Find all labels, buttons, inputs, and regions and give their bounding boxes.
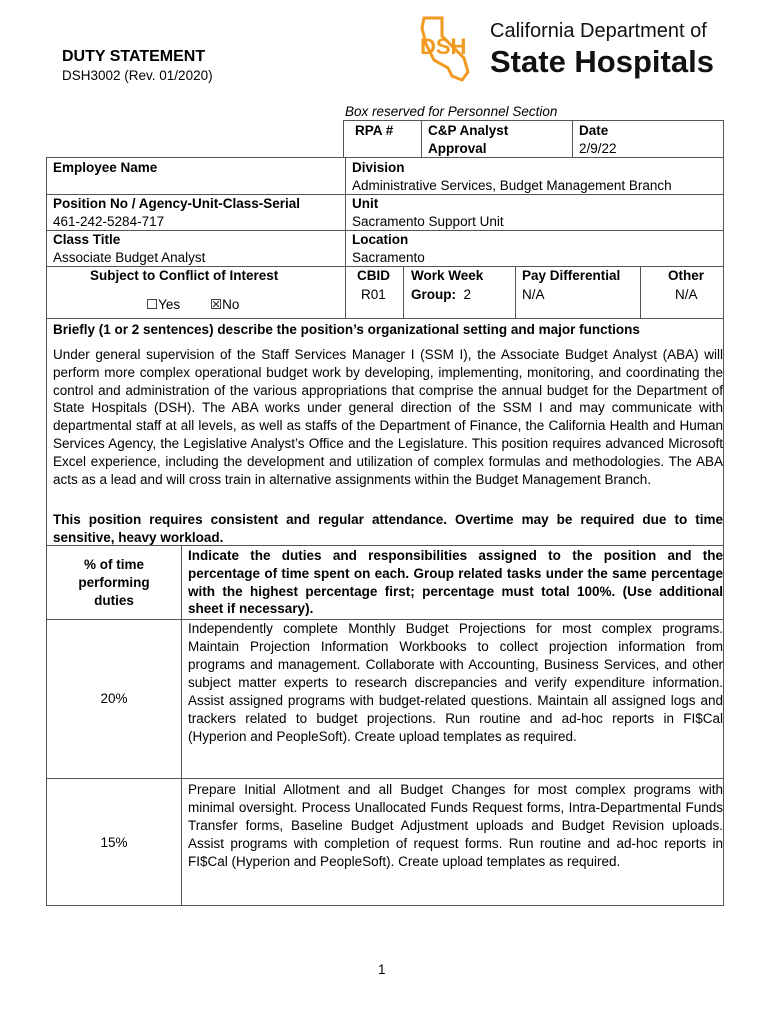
rpa-label: RPA # <box>355 123 394 138</box>
duty-text: Prepare Initial Allotment and all Budget Changes for most complex programs with minimal oversight. Process Unallocated Funds Request forms, Intra-Departmental Funds Transfer forms, Baseline Budget Adjustment uploads and Budget Revision uploads. Assist programs with completion of request forms. Run routine and ad-hoc reports in FI$Cal (Hyperion and PeopleSoft). Create upload templates as required. <box>188 782 723 869</box>
pct-header <box>47 556 181 610</box>
duty-percent: 20% <box>100 691 128 706</box>
unit-value: Sacramento Support Unit <box>352 214 504 229</box>
cp-analyst-label-2: Approval <box>428 141 487 156</box>
cbid-value: R01 <box>361 287 386 302</box>
position-number-label: Position No / Agency-Unit-Class-Serial <box>53 196 301 211</box>
dsh-logo <box>418 14 738 86</box>
position-number-value: 461-242-5284-717 <box>53 214 165 229</box>
duties-instructions: Indicate the duties and responsibilities assigned to the position and the percentage of time spent on each. Group related tasks under the same percentage with the highest percentage first; percentage must total 100%. (Use additional sheet if necessary). <box>188 548 723 617</box>
conflict-of-interest-label: Subject to Conflict of Interest <box>90 268 279 283</box>
division-value: Administrative Services, Budget Management Branch <box>352 178 672 193</box>
document-title: DUTY STATEMENT <box>62 48 206 65</box>
conflict-no-checkbox[interactable]: ☒No <box>210 297 240 312</box>
other-value: N/A <box>675 287 698 302</box>
location-value: Sacramento <box>352 250 425 265</box>
date-label: Date <box>579 123 609 138</box>
logo-abbrev: DSH <box>420 34 467 59</box>
other-label: Other <box>668 268 705 283</box>
division-label: Division <box>352 160 405 175</box>
california-state-outline-icon <box>418 14 486 84</box>
class-title-label: Class Title <box>53 232 121 247</box>
pct-header-line-1: % of time <box>83 557 144 572</box>
date-value: 2/9/22 <box>579 141 617 156</box>
duty-text: Independently complete Monthly Budget Projections for most complex programs. Maintain Projection Information Workbooks to collect projection information from programs and management. Collaborate with Accounting, Business Services, and other subject matter experts to research discrepancies and verify expenditure information. Assist assigned programs with budget-related questions. Maintain all assigned logs and trackers related to budget projections. Run routine and ad-hoc reports in FI$Cal (Hyperion and PeopleSoft). Create upload templates as required. <box>188 621 723 744</box>
description-heading: Briefly (1 or 2 sentences) describe the position’s organizational setting and major functions <box>53 322 640 337</box>
class-title-value: Associate Budget Analyst <box>53 250 206 265</box>
pay-differential-value: N/A <box>522 287 545 302</box>
description-body: Under general supervision of the Staff Services Manager I (SSM I), the Associate Budget Analyst (ABA) will perform more complex operational budget work by developing, implementing, monitoring, and coordinating the control and administration of the various appropriations that comprise the annual budget for the Department of State Hospitals (DSH). The ABA works under general direction of the SSM I and may communicate with departmental staff at all levels, as well as staffs of the Department of Finance, the California Health and Human Services Agency, the Legislative Analyst’s Office and the Legislature. This position requires advanced Microsoft Excel experience, including the development and utilization of complex formulas and methodologies. The ABA acts as a lead and will cross train in alternative assignments within the Budget Management Branch. <box>53 347 723 487</box>
conflict-yes-checkbox[interactable]: ☐Yes <box>146 297 181 312</box>
form-number: DSH3002 (Rev. 01/2020) <box>62 68 213 83</box>
page-number: 1 <box>378 962 386 977</box>
personnel-section-note: Box reserved for Personnel Section <box>345 104 558 119</box>
employee-name-label: Employee Name <box>53 160 158 175</box>
attendance-note: This position requires consistent and regular attendance. Overtime may be required due to time sensitive, heavy workload. <box>53 512 723 545</box>
work-week-label: Work Week <box>411 268 484 283</box>
pct-header-line-2: performing <box>78 575 150 590</box>
work-week-group <box>411 286 471 304</box>
pay-differential-label: Pay Differential <box>522 268 621 283</box>
group-label: Group: <box>411 287 456 302</box>
location-label: Location <box>352 232 409 247</box>
group-value: 2 <box>463 287 472 302</box>
duty-percent: 15% <box>100 835 128 850</box>
cbid-label: CBID <box>357 268 390 283</box>
logo-line-2: State Hospitals <box>490 44 714 79</box>
pct-header-line-3: duties <box>94 593 134 608</box>
unit-label: Unit <box>352 196 379 211</box>
logo-line-1: California Department of <box>490 20 707 42</box>
cp-analyst-label-1: C&P Analyst <box>428 123 509 138</box>
